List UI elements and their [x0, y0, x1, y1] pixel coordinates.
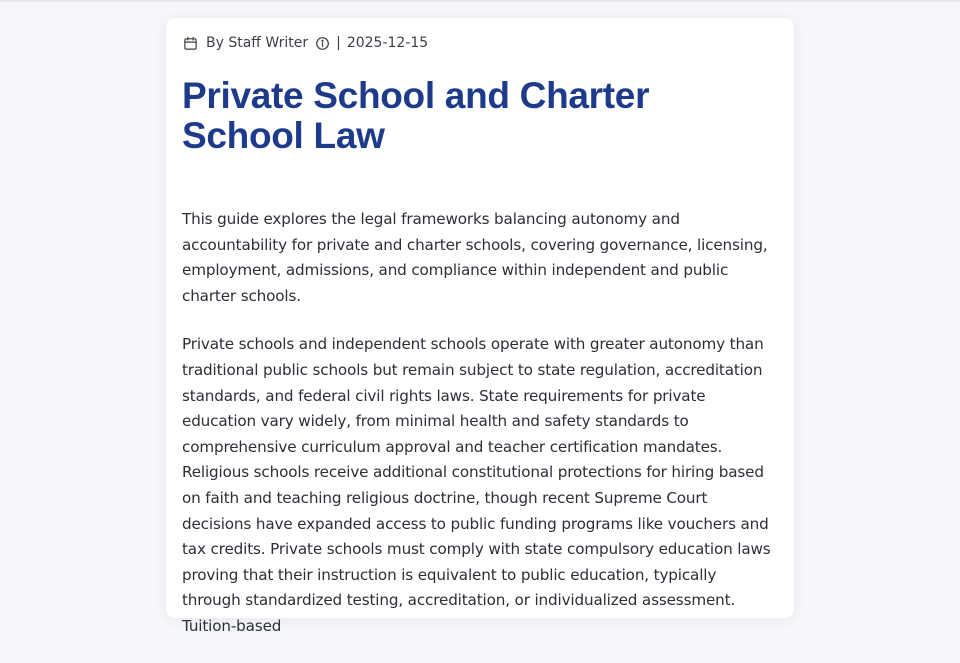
body-paragraph: Private schools and independent schools operate with greater autonomy than traditional public schools but remain subject to state regulation, accreditation standards, and federal civil rights laws. State requirements for private education vary widely, from minimal health and safety standards to comprehensive curriculum approval and teacher certification mandates. Religious schools receive additional constitutional protections for hiring based on faith and teaching religious doctrine, though recent Supreme Court decisions have expanded access to public funding programs like vouchers and tax credits. Private schools must comply with state compulsory education laws proving that their instruction is equivalent to public education, typically through standardized testing, accreditation, or individualized assessment. Tuition-based	[182, 335, 771, 635]
article-card	[166, 18, 794, 635]
article-title: Private School and Charter School Law	[182, 75, 650, 156]
article-meta	[182, 33, 428, 53]
publish-date: 2025-12-15	[346, 35, 429, 51]
top-divider	[0, 0, 960, 2]
calendar-icon	[182, 35, 198, 51]
meta-separator: |	[336, 35, 341, 51]
author-name: By Staff Writer	[206, 35, 309, 51]
info-icon[interactable]	[314, 35, 330, 51]
article-body	[182, 207, 778, 663]
intro-paragraph: This guide explores the legal frameworks balancing autonomy and accountability for private and charter schools, covering governance, licensing, employment, admissions, and compliance within independent and public charter schools.	[182, 210, 768, 305]
